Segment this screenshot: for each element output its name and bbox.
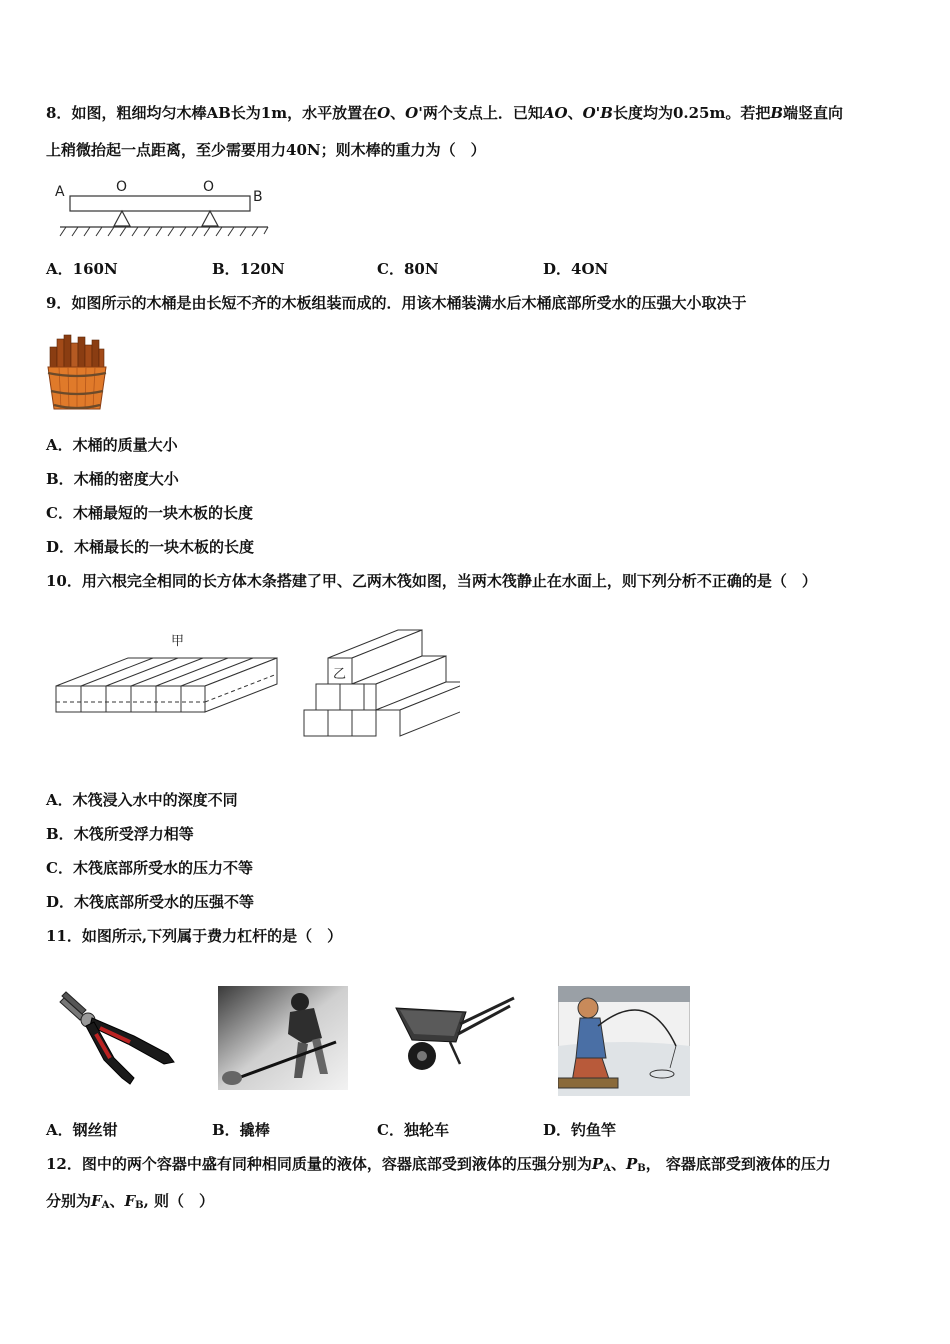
q11-crowbar-image	[218, 986, 348, 1090]
q9-number: 9．	[46, 294, 72, 312]
raft-yi	[304, 630, 460, 736]
bucket-staves	[50, 335, 104, 369]
q9-option-d-key: D．	[46, 538, 75, 556]
q12-pa-sub: A	[603, 1163, 611, 1174]
q11-option-b-text: 撬棒	[239, 1121, 270, 1139]
q8-ob: O'B	[582, 104, 613, 122]
q8-ground-hatch	[60, 227, 268, 236]
q8-text-d: 端竖直向	[783, 104, 844, 122]
q10-option-d-text: 木筏底部所受水的压强不等	[74, 893, 255, 911]
q8-label-o2: O	[203, 179, 215, 195]
q8-option-d-text: 4ON	[571, 260, 609, 278]
q11-option-d-text: 钓鱼竿	[571, 1121, 617, 1139]
q8-option-a[interactable]	[46, 258, 118, 279]
q10-option-d-key: D．	[46, 893, 75, 911]
q9-text: 如图所示的木桶是由长短不齐的木板组装而成的．用该木桶装满水后木桶底部所受水的压强大小取决于	[71, 294, 747, 312]
q9-option-a-text: 木桶的质量大小	[72, 436, 178, 454]
q8-label-b: B	[253, 189, 263, 205]
q11-number: 11．	[46, 927, 82, 945]
q9-option-c-text: 木桶最短的一块木板的长度	[72, 504, 253, 522]
q11-option-d-key: D．	[543, 1121, 572, 1139]
q8-b: B	[770, 104, 784, 122]
q8-option-c-text: 80N	[403, 260, 439, 278]
q10-option-a-text: 木筏浸入水中的深度不同	[72, 791, 238, 809]
q10-option-b[interactable]	[46, 823, 194, 844]
q10-option-c-text: 木筏底部所受水的压力不等	[72, 859, 253, 877]
q12-line2	[46, 1190, 214, 1211]
q11-option-d[interactable]	[543, 1119, 616, 1140]
q12-sep1: 、	[610, 1155, 626, 1173]
q10-option-c[interactable]	[46, 857, 253, 878]
q8-text-a: 如图，粗细均匀木棒AB长为1m，水平放置在	[71, 104, 378, 122]
q11-wheelbarrow-image	[390, 994, 520, 1074]
q9-option-c-key: C．	[46, 504, 73, 522]
q10-label-yi: 乙	[333, 667, 347, 682]
q12-pb-sub: B	[637, 1163, 646, 1174]
q12-pb: P	[625, 1155, 638, 1173]
q11-option-c-text: 独轮车	[403, 1121, 449, 1139]
q8-option-d-key: D．	[543, 260, 572, 278]
q11-pliers-image	[56, 988, 178, 1088]
q12-sep2: 、	[109, 1192, 125, 1210]
q12-line1	[46, 1153, 831, 1174]
q10-stem	[46, 570, 817, 591]
q12-pa: P	[591, 1155, 604, 1173]
q8-label-a: A	[55, 184, 65, 200]
q8-option-c[interactable]	[377, 258, 439, 279]
q11-option-a-key: A．	[46, 1121, 73, 1139]
q9-bucket-figure	[44, 333, 110, 413]
q8-option-a-key: A．	[46, 260, 73, 278]
q11-text: 如图所示,下列属于费力杠杆的是（ ）	[81, 927, 343, 945]
q12-fb-sub: B	[135, 1200, 144, 1211]
q8-option-b[interactable]	[212, 258, 285, 279]
q10-option-b-text: 木筏所受浮力相等	[73, 825, 194, 843]
q11-option-c[interactable]	[377, 1119, 449, 1140]
q12-text-a: 图中的两个容器中盛有同种相同质量的液体，容器底部受到液体的压强分别为	[81, 1155, 592, 1173]
q10-number: 10．	[46, 572, 82, 590]
q8-label-o1: O	[116, 179, 128, 195]
q12-text-c: 分别为	[46, 1192, 92, 1210]
q10-text: 用六根完全相同的长方体木条搭建了甲、乙两木筏如图，当两木筏静止在水面上，则下列分析不正确的是（ ）	[81, 572, 817, 590]
q12-fa-sub: A	[101, 1200, 110, 1211]
q8-support-left	[114, 211, 130, 226]
q11-option-b-key: B．	[212, 1121, 240, 1139]
q8-option-b-key: B．	[212, 260, 240, 278]
q8-text-b: 两个支点上．已知	[422, 104, 543, 122]
q9-option-b-key: B．	[46, 470, 74, 488]
q10-option-a-key: A．	[46, 791, 73, 809]
q8-o1: O	[377, 104, 391, 122]
q8-option-a-text: 160N	[72, 260, 118, 278]
q10-option-c-key: C．	[46, 859, 73, 877]
q8-o2: O'	[405, 104, 423, 122]
q9-option-d[interactable]	[46, 536, 254, 557]
q11-option-a[interactable]	[46, 1119, 118, 1140]
q8-text-c: 长度均为0.25m。若把	[612, 104, 771, 122]
q12-fb: F	[124, 1192, 136, 1210]
q8-support-right	[202, 211, 218, 226]
q9-option-d-text: 木桶最长的一块木板的长度	[74, 538, 255, 556]
q8-line2: 上稍微抬起一点距离，至少需要用力40N；则木棒的重力为（ ）	[46, 141, 486, 159]
q8-rod	[70, 196, 250, 211]
q12-number: 12．	[46, 1155, 82, 1173]
q11-option-b[interactable]	[212, 1119, 270, 1140]
q10-option-b-key: B．	[46, 825, 74, 843]
q9-option-b-text: 木桶的密度大小	[73, 470, 179, 488]
q8-number: 8．	[46, 104, 72, 122]
q8-option-c-key: C．	[377, 260, 404, 278]
raft-jia	[56, 658, 277, 712]
q10-option-d[interactable]	[46, 891, 254, 912]
q8-option-d[interactable]	[543, 258, 608, 279]
q10-raft-figure	[50, 628, 460, 744]
q9-option-b[interactable]	[46, 468, 179, 489]
q10-option-a[interactable]	[46, 789, 238, 810]
q12-text-d: , 则（ ）	[143, 1192, 215, 1210]
q11-option-a-text: 钢丝钳	[72, 1121, 118, 1139]
q9-option-c[interactable]	[46, 502, 253, 523]
q8-ao: AO	[542, 104, 568, 122]
q11-option-c-key: C．	[377, 1121, 404, 1139]
q8-lever-figure	[52, 174, 272, 240]
q8-line1	[46, 102, 843, 123]
q8-sep1: 、	[390, 104, 406, 122]
q12-fa: F	[91, 1192, 102, 1210]
q11-fishing-image	[558, 986, 690, 1096]
q9-stem	[46, 292, 746, 313]
q9-option-a-key: A．	[46, 436, 73, 454]
q11-stem	[46, 925, 342, 946]
q10-label-jia: 甲	[171, 634, 185, 649]
q12-text-b: ， 容器底部受到液体的压力	[645, 1155, 831, 1173]
q8-sep2: 、	[567, 104, 583, 122]
q9-option-a[interactable]	[46, 434, 178, 455]
q8-option-b-text: 120N	[239, 260, 285, 278]
